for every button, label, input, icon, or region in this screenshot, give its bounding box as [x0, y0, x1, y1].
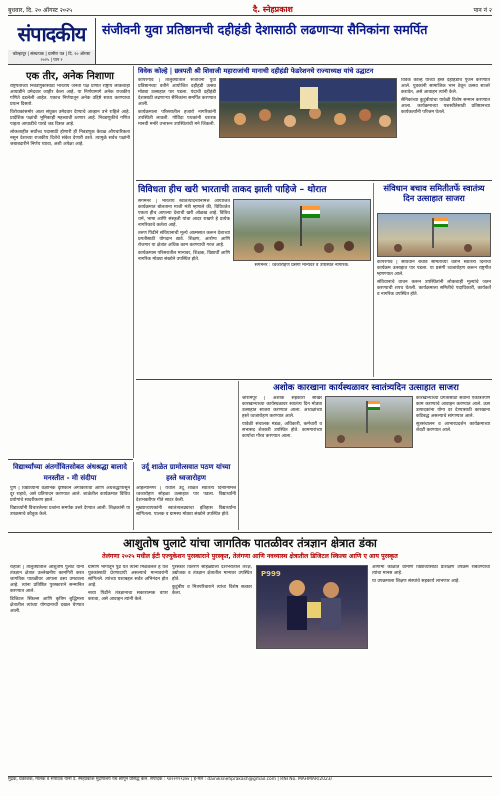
crowd-illustration [220, 79, 397, 138]
award-illustration [257, 566, 368, 649]
ashutosh-col-c [172, 565, 252, 773]
paragraph: आगामी काळात ग्रामीण विद्यार्थ्यांसाठी प्रशिक्षण उपक्रम राबवण्याचा त्यांचा मानस आहे. [372, 565, 490, 576]
paragraph: कार्यक्रमास परिसरातील मान्यवर, शिक्षक, विद्यार्थी आणि नागरिक मोठ्या संख्येने उपस्थित होते. [138, 251, 230, 262]
samvidhan-illustration [378, 214, 491, 257]
masthead [8, 18, 492, 64]
sanjivani-rule [136, 180, 492, 181]
ashutosh-award-photo [256, 565, 368, 649]
thorat-photo-caption: संगमनेर : ध्वजारोहण प्रसंगी मान्यवर व उपस्थित नागरिक. [254, 263, 350, 268]
paragraph: विरोधकांसमोर आता संयुक्त उमेदवार देण्याचे आव्हान उभे राहिले आहे. प्रादेशिक पक्षांची भूमिकाही महत्त्वाची ठरणार आहे. निवडणुकीचे गणित पाहता आघाडीचे पारडे जड दिसत आहे. [10, 110, 130, 127]
ashok-headline: अशोक कारखाना कार्यस्थळावर स्वातंत्र्यदिन उत्साहात साजरा [273, 383, 459, 393]
paragraph: सैनिकांच्या कुटुंबीयांचा यावेळी विशेष सन्मान करण्यात आला. कार्यक्रमाच्या यशस्वीतेसाठी प्रतिष्ठानच्या कार्यकर्त्यांनी परिश्रम घेतले. [401, 98, 490, 115]
sanjivani-col-a [138, 78, 216, 178]
thorat-continued [233, 272, 371, 377]
main-headline: संजीवनी युवा प्रतिष्ठानची दहीहंडी देशासाठी लढणाऱ्या सैनिकांना समर्पित [102, 22, 428, 37]
paragraph: संगमनेर | भारतीय स्वातंत्र्यदिनानिमित्त आयोजित कार्यक्रमात बोलताना माजी मंत्री म्हणाले की, विविधतेत एकता हीच आपल्या देशाची खरी ओळख आहे. विविध धर्म, भाषा आणि संस्कृती यांचा आदर राखणे हे प्रत्येक नागरिकाचे कर्तव्य आहे. [138, 199, 230, 228]
sanjivani-crowd-photo [219, 78, 397, 138]
issue-date: बुधवार, दि. २० ऑगस्ट २०२५ [8, 6, 73, 14]
paragraph: तरुण पिढीने संविधानाची मूल्ये आत्मसात करून देशाच्या प्रगतीसाठी योगदान द्यावे. शिक्षण, आरोग्य आणि रोजगार या क्षेत्रांत अधिक काम करण्याची गरज आहे. [138, 231, 230, 248]
sanjivani-below-photo [219, 140, 397, 178]
page-number: पान नं २ [473, 6, 492, 14]
urdu-divider-left [133, 462, 134, 530]
ashutosh-col-b [88, 565, 168, 773]
paragraph: राहाता | तालुक्यातील आशुतोष पुलाटे यांनी तंत्रज्ञान क्षेत्रात उल्लेखनीय कामगिरी करत जागतिक पातळीवर आपला ठसा उमटवला आहे. त्यांना प्रतिष्ठित पुरस्काराने सन्मानित करण्यात आले. [10, 565, 84, 594]
urdu-headline: उर्दू शाळेत ग्रामोत्सवात पठण यांच्या हस्ते ध्वजारोहण [141, 463, 231, 482]
masthead-rule [8, 64, 492, 65]
sanjivani-col-b [401, 78, 490, 178]
flag-ceremony-illustration [234, 200, 371, 261]
ashok-col-b [416, 396, 490, 530]
paragraph: श्रीरामपूर | अशोक सहकारी साखर कारखान्याच्या कार्यस्थळावर स्वातंत्र्य दिन मोठ्या उत्साहात साजरा करण्यात आला. अध्यक्षांच्या हस्ते ध्वजारोहण करण्यात आले. [242, 396, 322, 419]
award-sign-text: P999 [261, 570, 281, 578]
paragraph: सूत्रसंचालन व आभारप्रदर्शन कार्यक्रमाच्या शेवटी करण्यात आले. [416, 422, 490, 433]
samvidhan-rule [136, 379, 492, 380]
sanjivani-kicker: विवेक कोल्हे | छत्रपती श्री शिवाजी महाराजांची मानाची दहीहंडी फेडरेशनचे राज्याध्यक्ष यांचे उद्धाटन [138, 67, 374, 75]
ashutosh-subheadline: तेलंगणा २०२५ मधील ईटी एज्युकेशन पुरस्काराने पुरस्कृत, तेलंगणा आणि नवव्यास्थ क्षेत्रातील डिजिटल स्किल्स आणि ए आय पुरस्कृत [102, 553, 398, 560]
paragraph: राष्ट्रपतींच्या निवडणुकीसाठी भारतीय जनता पक्ष प्रणीत राष्ट्रीय लोकशाही आघाडीने उमेदवार जाहीर केला आहे. या निर्णयामागे अनेक राजकीय गणिते दडलेली आहेत. एकाच निर्णयातून अनेक उद्दिष्टे साध्य करण्याचा प्रयत्न दिसतो. [10, 84, 130, 107]
ashok-illustration [326, 397, 413, 448]
ashutosh-col-d [372, 565, 490, 773]
paragraph: यावेळी संचालक मंडळ, अधिकारी, कर्मचारी व सभासद शेतकरी उपस्थित होते. कामगारांच्या कार्याचा गौरव करण्यात आला. [242, 422, 322, 439]
paragraph: कोपरगाव | संविधान बचाव समितीच्या वतीने स्वातंत्र्य दिनाचा कार्यक्रम उत्साहात पार पडला. या प्रसंगी ध्वजारोहण करून राष्ट्रगीत म्हणण्यात आले. [377, 260, 491, 277]
ashok-col-a [242, 396, 322, 530]
editorial-body [10, 84, 130, 458]
ashutosh-below-photo [256, 652, 368, 773]
thorat-headline: विविधता हीच खरी भारताची ताकद झाली पाहिजे – थोरात [138, 185, 327, 195]
top-bar [8, 4, 492, 16]
paragraph: लोकशाहीत सर्वोच्च पदासाठी होणारी ही निवडणूक केवळ औपचारिकता नसून देशाच्या राजकीय दिशेचे संकेत देणारी ठरते. त्यामुळे सर्वच पक्षांनी जबाबदारीने निर्णय घ्यावा, अशी अपेक्षा आहे. [10, 130, 130, 147]
paragraph: कार्यक्रमाला परिसरातील हजारो नागरिकांनी उपस्थिती लावली. गोविंदा पथकांनी थरारक मानवी मनोरे उभारून उपस्थितांची मने जिंकली. [138, 110, 216, 127]
thorat-divider [373, 183, 374, 377]
paragraph: कोपरगाव | तालुक्यातील संजीवनी युवा प्रतिष्ठानच्या वतीने आयोजित दहीहंडी उत्सव मोठ्या उत्साहात पार पडला. यंदाची दहीहंडी देशासाठी लढणाऱ्या सैनिकांना समर्पित करण्यात आली. [138, 78, 216, 107]
section-logo [8, 18, 96, 64]
samvidhan-headline: संविधान बचाव समितीतर्फे स्वातंत्र्य दिन उत्साहात साजरा [383, 183, 485, 203]
section-logo-name: संपादकीय [17, 22, 86, 46]
paragraph: कारखान्याच्या प्रगतीसाठी सर्वांनी एकत्रितपणे काम करण्याचे आवाहन करण्यात आले. ऊस उत्पादकांना योग्य दर देण्यासाठी कारखाना कटिबद्ध असल्याचे सांगण्यात आले. [416, 396, 490, 419]
samvidhan-photo [377, 213, 491, 257]
students-body [10, 486, 130, 530]
section-logo-sub: कोल्हापूर | संस्थापक | ग्रामीण पत्र | दि. २० ऑगस्ट २०२५ | पान २ [8, 50, 95, 64]
editorial-headline: एक तीर, अनेक निशाणा [25, 71, 115, 82]
editorial-divider [133, 66, 134, 458]
ashok-photo [325, 396, 413, 448]
ashutosh-top-rule [8, 532, 492, 533]
paragraph: संविधानाचे वाचन करून उपस्थितांनी लोकशाही मूल्यांचे जतन करण्याची शपथ घेतली. कार्यक्रमाला समितीचे पदाधिकारी, कार्यकर्ते व नागरिक उपस्थित होते. [377, 280, 491, 297]
paragraph: नव्या पिढीने तंत्रज्ञानाचा सकारात्मक वापर करावा, असे आवाहन त्यांनी केले. [88, 591, 168, 602]
ashutosh-headline: आशुतोष पुलाटे यांचा जागतिक पातळीवर तंत्रज्ञान क्षेत्रात डंका [123, 536, 377, 550]
brand-name: दै. स्नेहप्रकाश [252, 5, 293, 14]
paragraph: या उपक्रमाला शिक्षण संस्थांचे सहकार्य लाभणार आहे. [372, 579, 460, 584]
paragraph: मुख्याध्यापकांनी स्वातंत्र्यलढ्याचा इतिहास विद्यार्थ्यांना सांगितला. पालक व ग्रामस्थ मोठ्या संख्येने उपस्थित होते. [136, 506, 236, 517]
thorat-body [138, 199, 230, 377]
paragraph: पुणे | विद्यार्थ्यांनी वैज्ञानिक दृष्टिकोन अंगीकारावा आणि अंधश्रद्धांपासून दूर राहावे, असे प्रतिपादन करण्यात आले. शाळेतील कार्यक्रमात विविध प्रयोगांचे सादरीकरण झाले. [10, 486, 130, 503]
ashutosh-col-a [10, 565, 84, 773]
paragraph: विद्यार्थ्यांनी विचारलेल्या प्रश्नांना समर्पक उत्तरे देण्यात आली. शिक्षकांनी या उपक्रमाचे कौतुक केले. [10, 506, 130, 517]
urdu-body [136, 486, 236, 530]
students-headline: विद्यार्थ्यांच्या अंतर्गोवितसोबत अंधश्रद्धा बालादे मनस्तीत - मी संदीपा [13, 463, 127, 482]
urdu-divider-right [238, 381, 239, 530]
page-footer: मुद्रक, प्रकाशक, मालक व संपादक यांनी दै. स्नेहप्रकाश मुद्रणालय येथे छापून प्रसिद्ध केले. संपादक : ९४२२१९९३४४ | ई-मेल : dainiksnehprakash@gmail.com | RNI No. MAHMAR/2023/ [8, 776, 492, 792]
samvidhan-body [377, 260, 491, 377]
paragraph: अहिल्यानगर | येथील उर्दू शाळेत स्वातंत्र्य दिनानिमित्त ध्वजारोहण सोहळा उत्साहात पार पडला. विद्यार्थ्यांनी देशभक्तीपर गीते सादर केली. [136, 486, 236, 503]
paragraph: पुरस्कार वितरण सोहळ्याला देशभरातील तज्ज्ञ, उद्योजक व तंत्रज्ञान क्षेत्रातील मान्यवर उपस्थित होते. [172, 565, 252, 582]
paragraph: कुटुंबीय व मित्रपरिवाराने त्यांचा विशेष सत्कार केला. [172, 585, 252, 596]
thorat-event-photo [233, 199, 371, 261]
paragraph: ग्रामीण भागातून पुढे येत त्यांनी मिळवलेले हे यश युवकांसाठी प्रेरणादायी असल्याचे मान्यवरांनी सांगितले. त्यांच्या यशाबद्दल सर्वत्र अभिनंदन होत आहे. [88, 565, 168, 588]
paragraph: डिजिटल स्किल्स आणि कृत्रिम बुद्धिमत्ता क्षेत्रातील त्यांच्या योगदानाची दखल घेण्यात आली. [10, 597, 84, 614]
students-rule [8, 459, 133, 460]
paragraph: विवेक कोल्हे यांच्या हस्ते दहीहंडीचे पूजन करण्यात आले. युवकांनी सामाजिक भान ठेवून उत्सव साजरे करावेत, असे आवाहन त्यांनी केले. [401, 78, 490, 95]
